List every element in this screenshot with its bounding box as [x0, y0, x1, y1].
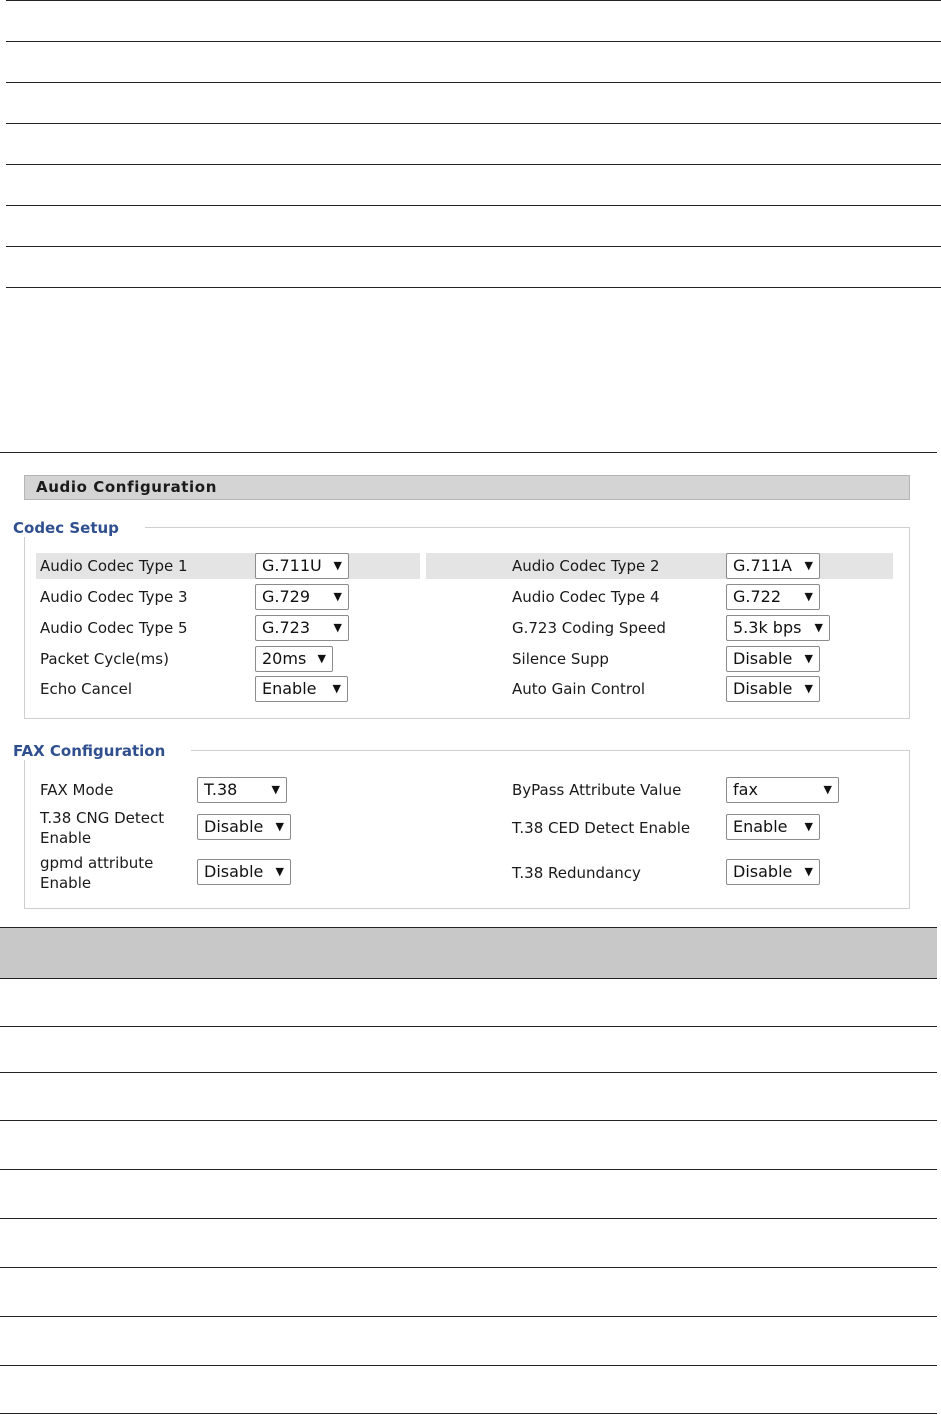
- g723-coding-speed-value: 5.3k bps: [733, 618, 802, 637]
- table-rule: [6, 41, 941, 42]
- gpmd-attribute-value: Disable: [204, 862, 264, 881]
- table-rule: [6, 164, 941, 165]
- audio-codec-type-1-select[interactable]: [255, 553, 349, 579]
- packet-cycle-label: Packet Cycle(ms): [40, 650, 169, 668]
- gpmd-attribute-select[interactable]: [197, 859, 291, 885]
- codec-setup-legend: Codec Setup: [13, 519, 145, 537]
- dropdown-arrow-icon: ▼: [804, 559, 813, 572]
- table-rule: [0, 1026, 937, 1027]
- table-rule: [6, 82, 941, 83]
- table-rule: [0, 1413, 937, 1414]
- audio-codec-type-4-select[interactable]: [726, 584, 820, 610]
- audio-codec-type-4-value: G.722: [733, 587, 782, 606]
- audio-codec-type-4-label: Audio Codec Type 4: [512, 588, 660, 606]
- t38-ced-detect-label: T.38 CED Detect Enable: [512, 819, 691, 837]
- table-rule: [0, 1072, 937, 1073]
- packet-cycle-select[interactable]: [255, 646, 333, 672]
- dropdown-arrow-icon: ▼: [804, 682, 813, 695]
- dropdown-arrow-icon: ▼: [333, 590, 342, 603]
- dropdown-arrow-icon: ▼: [275, 865, 284, 878]
- t38-cng-detect-value: Disable: [204, 817, 264, 836]
- bypass-attribute-label: ByPass Attribute Value: [512, 781, 682, 799]
- silence-supp-label: Silence Supp: [512, 650, 609, 668]
- dropdown-arrow-icon: ▼: [804, 652, 813, 665]
- dropdown-arrow-icon: ▼: [823, 783, 832, 796]
- t38-ced-detect-value: Enable: [733, 817, 788, 836]
- bypass-attribute-value: fax: [733, 780, 758, 799]
- t38-ced-detect-select[interactable]: [726, 814, 820, 840]
- audio-codec-type-2-value: G.711A: [733, 556, 792, 575]
- dropdown-arrow-icon: ▼: [804, 820, 813, 833]
- audio-codec-type-3-select[interactable]: [255, 584, 349, 610]
- dropdown-arrow-icon: ▼: [804, 865, 813, 878]
- dropdown-arrow-icon: ▼: [271, 783, 280, 796]
- table-rule: [6, 287, 941, 288]
- table-rule: [0, 1218, 937, 1219]
- fax-config-legend: FAX Configuration: [13, 742, 191, 760]
- bypass-attribute-select[interactable]: [726, 777, 839, 803]
- silence-supp-value: Disable: [733, 649, 793, 668]
- echo-cancel-label: Echo Cancel: [40, 680, 132, 698]
- table-rule: [6, 205, 941, 206]
- audio-codec-type-2-select[interactable]: [726, 553, 820, 579]
- audio-codec-type-1-label: Audio Codec Type 1: [40, 557, 188, 575]
- g723-coding-speed-label: G.723 Coding Speed: [512, 619, 666, 637]
- dropdown-arrow-icon: ▼: [814, 621, 823, 634]
- packet-cycle-value: 20ms: [262, 649, 307, 668]
- gpmd-attribute-label: gpmd attribute Enable: [40, 854, 154, 892]
- t38-redundancy-select[interactable]: [726, 859, 820, 885]
- fax-mode-select[interactable]: [197, 777, 287, 803]
- audio-codec-type-3-value: G.729: [262, 587, 311, 606]
- echo-cancel-value: Enable: [262, 679, 317, 698]
- table-rule: [0, 1267, 937, 1268]
- g723-coding-speed-select[interactable]: [726, 615, 830, 641]
- audio-codec-type-1-value: G.711U: [262, 556, 322, 575]
- table-rule: [0, 452, 937, 453]
- t38-redundancy-label: T.38 Redundancy: [512, 864, 641, 882]
- silence-supp-select[interactable]: [726, 646, 820, 672]
- audio-codec-type-5-label: Audio Codec Type 5: [40, 619, 188, 637]
- audio-codec-type-3-label: Audio Codec Type 3: [40, 588, 188, 606]
- auto-gain-control-select[interactable]: [726, 676, 820, 702]
- table-rule: [0, 1169, 937, 1170]
- table-rule: [0, 1365, 937, 1366]
- audio-codec-type-2-label: Audio Codec Type 2: [512, 557, 660, 575]
- fax-mode-value: T.38: [204, 780, 238, 799]
- table-rule: [6, 123, 941, 124]
- table-rule: [6, 0, 941, 1]
- t38-cng-detect-label: T.38 CNG Detect Enable: [40, 809, 165, 847]
- table-header-band: [0, 927, 937, 979]
- dropdown-arrow-icon: ▼: [333, 559, 342, 572]
- t38-cng-detect-select[interactable]: [197, 814, 291, 840]
- fax-mode-label: FAX Mode: [40, 781, 114, 799]
- dropdown-arrow-icon: ▼: [275, 820, 284, 833]
- audio-codec-type-5-value: G.723: [262, 618, 311, 637]
- dropdown-arrow-icon: ▼: [332, 682, 341, 695]
- auto-gain-control-label: Auto Gain Control: [512, 680, 646, 698]
- echo-cancel-select[interactable]: [255, 676, 348, 702]
- table-rule: [0, 1120, 937, 1121]
- dropdown-arrow-icon: ▼: [333, 621, 342, 634]
- table-rule: [6, 246, 941, 247]
- dropdown-arrow-icon: ▼: [804, 590, 813, 603]
- auto-gain-control-value: Disable: [733, 679, 793, 698]
- dropdown-arrow-icon: ▼: [317, 652, 326, 665]
- audio-codec-type-5-select[interactable]: [255, 615, 349, 641]
- t38-redundancy-value: Disable: [733, 862, 793, 881]
- table-rule: [0, 1316, 937, 1317]
- panel-title: Audio Configuration: [24, 475, 910, 500]
